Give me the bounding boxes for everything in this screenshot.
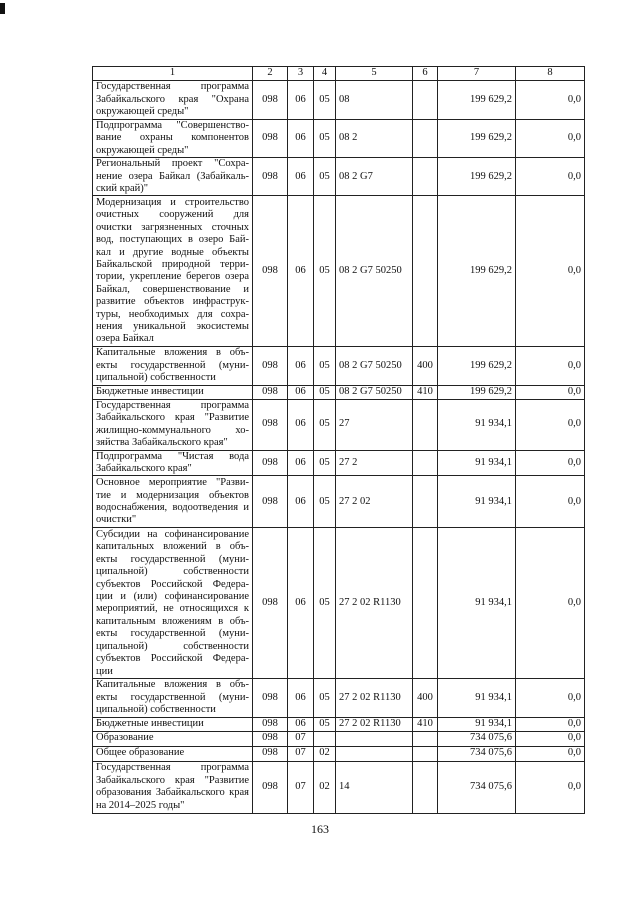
row-subsection: 05: [314, 717, 336, 731]
row-target-code: 27 2 02: [336, 476, 413, 528]
page-number: 163: [311, 822, 329, 836]
row-target-code: 27 2 02 R1130: [336, 679, 413, 717]
row-subsection: [314, 731, 336, 746]
row-amount-2: 0,0: [516, 450, 585, 476]
row-section: 06: [288, 347, 314, 385]
row-expense-type: [413, 528, 438, 679]
row-amount-2: 0,0: [516, 679, 585, 717]
row-section: 06: [288, 385, 314, 399]
row-amount: 91 934,1: [438, 476, 516, 528]
row-amount-2: 0,0: [516, 196, 585, 347]
row-amount-2: 0,0: [516, 399, 585, 450]
row-amount-2: 0,0: [516, 717, 585, 731]
row-name: Региональный проект "Сохра-нение озера Байкал (Забайкаль-ский край)": [93, 158, 253, 196]
row-target-code: 27: [336, 399, 413, 450]
row-name: Модернизация и строительство очистных сооружений для очистки загрязненных сточных вод, поступающих в озеро Бай-кал и другие водные объекты Байкальской природной терри-тории, укрепление берегов озера Байкал, совершенствование и развитие объектов инфраструк-туры, необходимых для сохра-нения уникальной экосистемы озера Байкал: [93, 196, 253, 347]
row-subsection: 05: [314, 158, 336, 196]
row-section: 06: [288, 450, 314, 476]
scan-corner-mark: [0, 3, 5, 14]
row-section: 06: [288, 476, 314, 528]
row-section: 07: [288, 761, 314, 813]
row-ministry-code: 098: [253, 385, 288, 399]
row-expense-type: [413, 196, 438, 347]
row-amount-2: 0,0: [516, 746, 585, 761]
row-expense-type: [413, 399, 438, 450]
row-amount-2: 0,0: [516, 528, 585, 679]
row-target-code: 27 2 02 R1130: [336, 528, 413, 679]
row-name: Государственная программа Забайкальского края "Охрана окружающей среды": [93, 81, 253, 120]
header-col-5: 5: [336, 67, 413, 81]
table-row: [93, 399, 585, 450]
row-ministry-code: 098: [253, 731, 288, 746]
row-target-code: 08 2 G7: [336, 158, 413, 196]
row-expense-type: [413, 731, 438, 746]
row-target-code: 08 2 G7 50250: [336, 385, 413, 399]
row-expense-type: [413, 761, 438, 813]
row-name: Общее образование: [93, 746, 253, 761]
row-name: Основное мероприятие "Разви-тие и модернизация объектов водоснабжения, водоотведения и очистки": [93, 476, 253, 528]
row-amount: 199 629,2: [438, 158, 516, 196]
row-target-code: 27 2 02 R1130: [336, 717, 413, 731]
row-subsection: 05: [314, 450, 336, 476]
row-section: 06: [288, 717, 314, 731]
row-ministry-code: 098: [253, 399, 288, 450]
table-row: [93, 196, 585, 347]
row-amount: 734 075,6: [438, 746, 516, 761]
row-name: Государственная программа Забайкальского края "Развитие жилищно-коммунального хо-зяйства Забайкальского края": [93, 399, 253, 450]
row-ministry-code: 098: [253, 81, 288, 120]
header-col-2: 2: [253, 67, 288, 81]
row-name: Капитальные вложения в объ-екты государственной (муни-ципальной) собственности: [93, 347, 253, 385]
row-expense-type: [413, 746, 438, 761]
budget-table: [92, 66, 585, 814]
row-subsection: 05: [314, 476, 336, 528]
header-col-3: 3: [288, 67, 314, 81]
table-row: [93, 746, 585, 761]
row-subsection: 05: [314, 399, 336, 450]
row-amount: 199 629,2: [438, 81, 516, 120]
table-row: [93, 385, 585, 399]
table-row: [93, 476, 585, 528]
header-col-1: 1: [93, 67, 253, 81]
row-target-code: [336, 746, 413, 761]
row-section: 06: [288, 399, 314, 450]
table-row: [93, 679, 585, 717]
row-target-code: 08 2 G7 50250: [336, 347, 413, 385]
row-ministry-code: 098: [253, 679, 288, 717]
row-expense-type: 400: [413, 347, 438, 385]
row-amount: 199 629,2: [438, 347, 516, 385]
row-ministry-code: 098: [253, 746, 288, 761]
row-section: 07: [288, 746, 314, 761]
table-row: [93, 81, 585, 120]
row-amount: 91 934,1: [438, 399, 516, 450]
row-subsection: 05: [314, 196, 336, 347]
header-col-6: 6: [413, 67, 438, 81]
row-name: Бюджетные инвестиции: [93, 717, 253, 731]
row-amount: 91 934,1: [438, 717, 516, 731]
row-amount: 91 934,1: [438, 450, 516, 476]
row-amount-2: 0,0: [516, 761, 585, 813]
row-ministry-code: 098: [253, 450, 288, 476]
row-amount: 734 075,6: [438, 731, 516, 746]
row-expense-type: [413, 158, 438, 196]
table-body: [93, 81, 585, 814]
row-subsection: 05: [314, 81, 336, 120]
row-amount: 199 629,2: [438, 385, 516, 399]
header-col-8: 8: [516, 67, 585, 81]
table-row: [93, 528, 585, 679]
row-subsection: 05: [314, 120, 336, 158]
row-section: 06: [288, 196, 314, 347]
row-subsection: 05: [314, 385, 336, 399]
row-amount: 91 934,1: [438, 679, 516, 717]
row-target-code: 08 2: [336, 120, 413, 158]
row-amount: 734 075,6: [438, 761, 516, 813]
row-section: 06: [288, 81, 314, 120]
table-row: [93, 761, 585, 813]
row-name: Государственная программа Забайкальского края "Развитие образования Забайкальского края на 2014–2025 годы": [93, 761, 253, 813]
header-col-4: 4: [314, 67, 336, 81]
row-name: Капитальные вложения в объ-екты государственной (муни-ципальной) собственности: [93, 679, 253, 717]
row-ministry-code: 098: [253, 761, 288, 813]
row-expense-type: 410: [413, 385, 438, 399]
row-subsection: 05: [314, 347, 336, 385]
row-name: Подпрограмма "Чистая вода Забайкальского края": [93, 450, 253, 476]
row-target-code: 08 2 G7 50250: [336, 196, 413, 347]
table-row: [93, 347, 585, 385]
row-amount: 91 934,1: [438, 528, 516, 679]
row-amount-2: 0,0: [516, 385, 585, 399]
table-row: [93, 717, 585, 731]
row-subsection: 05: [314, 528, 336, 679]
row-expense-type: [413, 476, 438, 528]
row-subsection: 05: [314, 679, 336, 717]
row-expense-type: 410: [413, 717, 438, 731]
header-col-7: 7: [438, 67, 516, 81]
row-expense-type: 400: [413, 679, 438, 717]
table-row: [93, 731, 585, 746]
row-ministry-code: 098: [253, 717, 288, 731]
row-subsection: 02: [314, 746, 336, 761]
row-amount-2: 0,0: [516, 158, 585, 196]
row-section: 06: [288, 679, 314, 717]
row-target-code: 27 2: [336, 450, 413, 476]
row-ministry-code: 098: [253, 528, 288, 679]
row-subsection: 02: [314, 761, 336, 813]
row-name: Бюджетные инвестиции: [93, 385, 253, 399]
row-amount-2: 0,0: [516, 731, 585, 746]
row-amount-2: 0,0: [516, 476, 585, 528]
row-section: 06: [288, 528, 314, 679]
row-amount-2: 0,0: [516, 120, 585, 158]
row-amount-2: 0,0: [516, 347, 585, 385]
row-target-code: 14: [336, 761, 413, 813]
row-target-code: 08: [336, 81, 413, 120]
row-name: Подпрограмма "Совершенство-вание охраны компонентов окружающей среды": [93, 120, 253, 158]
row-amount: 199 629,2: [438, 196, 516, 347]
row-ministry-code: 098: [253, 120, 288, 158]
row-section: 06: [288, 120, 314, 158]
row-amount-2: 0,0: [516, 81, 585, 120]
row-ministry-code: 098: [253, 196, 288, 347]
table-row: [93, 120, 585, 158]
row-section: 07: [288, 731, 314, 746]
table-row: [93, 158, 585, 196]
row-expense-type: [413, 120, 438, 158]
row-section: 06: [288, 158, 314, 196]
row-expense-type: [413, 81, 438, 120]
row-name: Образование: [93, 731, 253, 746]
table-row: [93, 450, 585, 476]
row-ministry-code: 098: [253, 476, 288, 528]
row-ministry-code: 098: [253, 347, 288, 385]
row-name: Субсидии на софинансирование капитальных вложений в объ-екты государственной (муни-ципальной) собственности субъектов Российской Федера-ции и (или) софинансирование мероприятий, не относящихся к капитальным вложениям в объ-екты государственной (муни-ципальной) собственности субъектов Российской Федера-ции: [93, 528, 253, 679]
row-expense-type: [413, 450, 438, 476]
row-target-code: [336, 731, 413, 746]
row-ministry-code: 098: [253, 158, 288, 196]
header-row: [93, 67, 585, 81]
row-amount: 199 629,2: [438, 120, 516, 158]
